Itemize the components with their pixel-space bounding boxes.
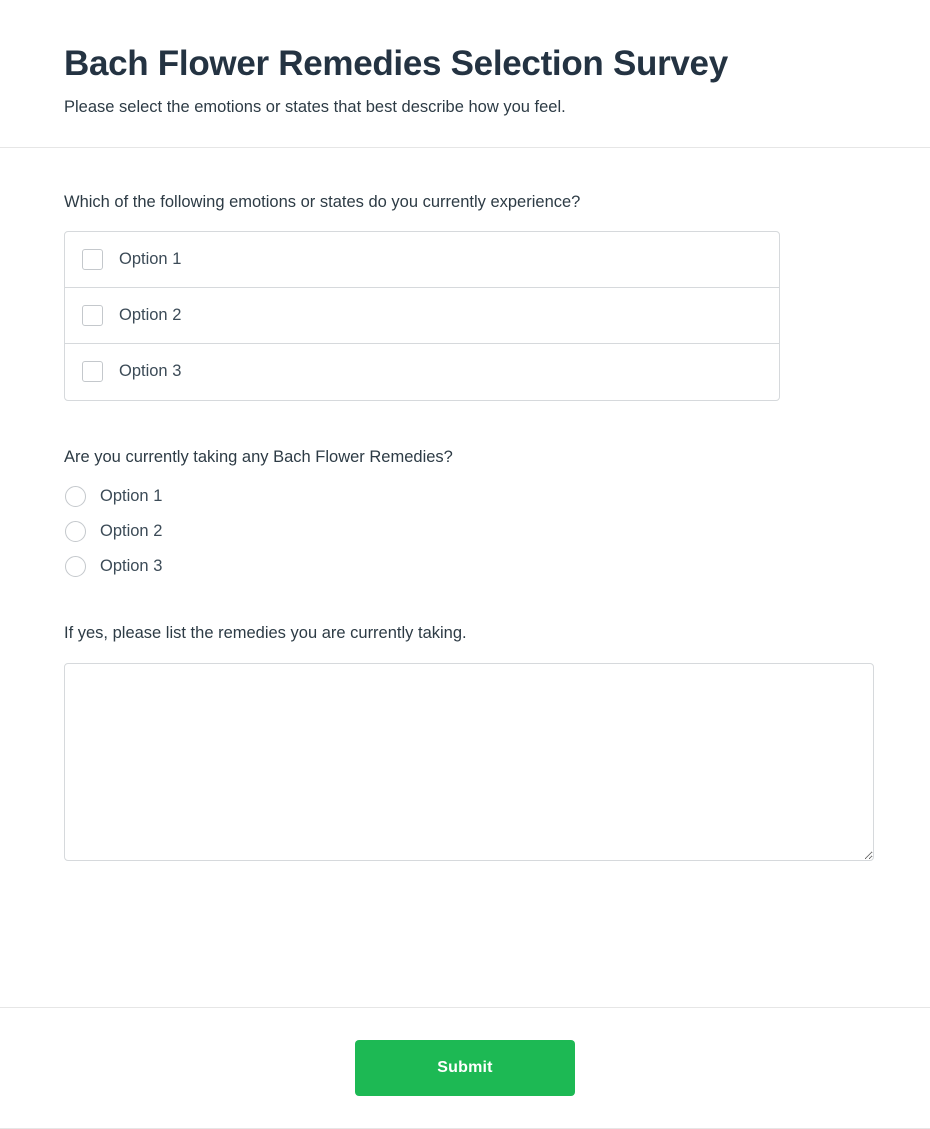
checkbox-option-3[interactable] bbox=[65, 344, 779, 400]
survey-header bbox=[0, 0, 930, 148]
radio-icon[interactable] bbox=[65, 521, 86, 542]
radio-icon[interactable] bbox=[65, 556, 86, 577]
question-radio bbox=[64, 447, 866, 577]
page-subtitle: Please select the emotions or states that best describe how you feel. bbox=[64, 98, 566, 117]
survey-footer bbox=[0, 1007, 930, 1096]
question-text bbox=[64, 623, 866, 860]
checkbox-group bbox=[64, 231, 780, 401]
radio-option-label: Option 2 bbox=[100, 522, 163, 541]
radio-option-label: Option 3 bbox=[100, 557, 163, 576]
checkbox-option-2[interactable] bbox=[65, 288, 779, 344]
remedies-textarea[interactable] bbox=[64, 663, 874, 861]
radio-group bbox=[64, 486, 866, 577]
question-checkbox-label: Which of the following emotions or states do you currently experience? bbox=[64, 192, 581, 211]
radio-option-2[interactable] bbox=[64, 521, 866, 542]
radio-icon[interactable] bbox=[65, 486, 86, 507]
question-text-label: If yes, please list the remedies you are currently taking. bbox=[64, 624, 467, 643]
checkbox-icon[interactable] bbox=[82, 361, 103, 382]
question-radio-label: Are you currently taking any Bach Flower Remedies? bbox=[64, 447, 453, 466]
radio-option-1[interactable] bbox=[64, 486, 866, 507]
checkbox-option-1[interactable] bbox=[65, 232, 779, 288]
checkbox-option-label: Option 3 bbox=[119, 362, 182, 381]
checkbox-option-label: Option 2 bbox=[119, 305, 182, 324]
checkbox-icon[interactable] bbox=[82, 249, 103, 270]
question-checkbox bbox=[64, 192, 866, 401]
submit-button[interactable]: Submit bbox=[355, 1040, 575, 1096]
checkbox-option-label: Option 1 bbox=[119, 249, 182, 268]
radio-option-label: Option 1 bbox=[100, 487, 163, 506]
radio-option-3[interactable] bbox=[64, 556, 866, 577]
survey-form bbox=[0, 148, 930, 985]
page-title: Bach Flower Remedies Selection Survey bbox=[64, 44, 728, 83]
checkbox-icon[interactable] bbox=[82, 305, 103, 326]
